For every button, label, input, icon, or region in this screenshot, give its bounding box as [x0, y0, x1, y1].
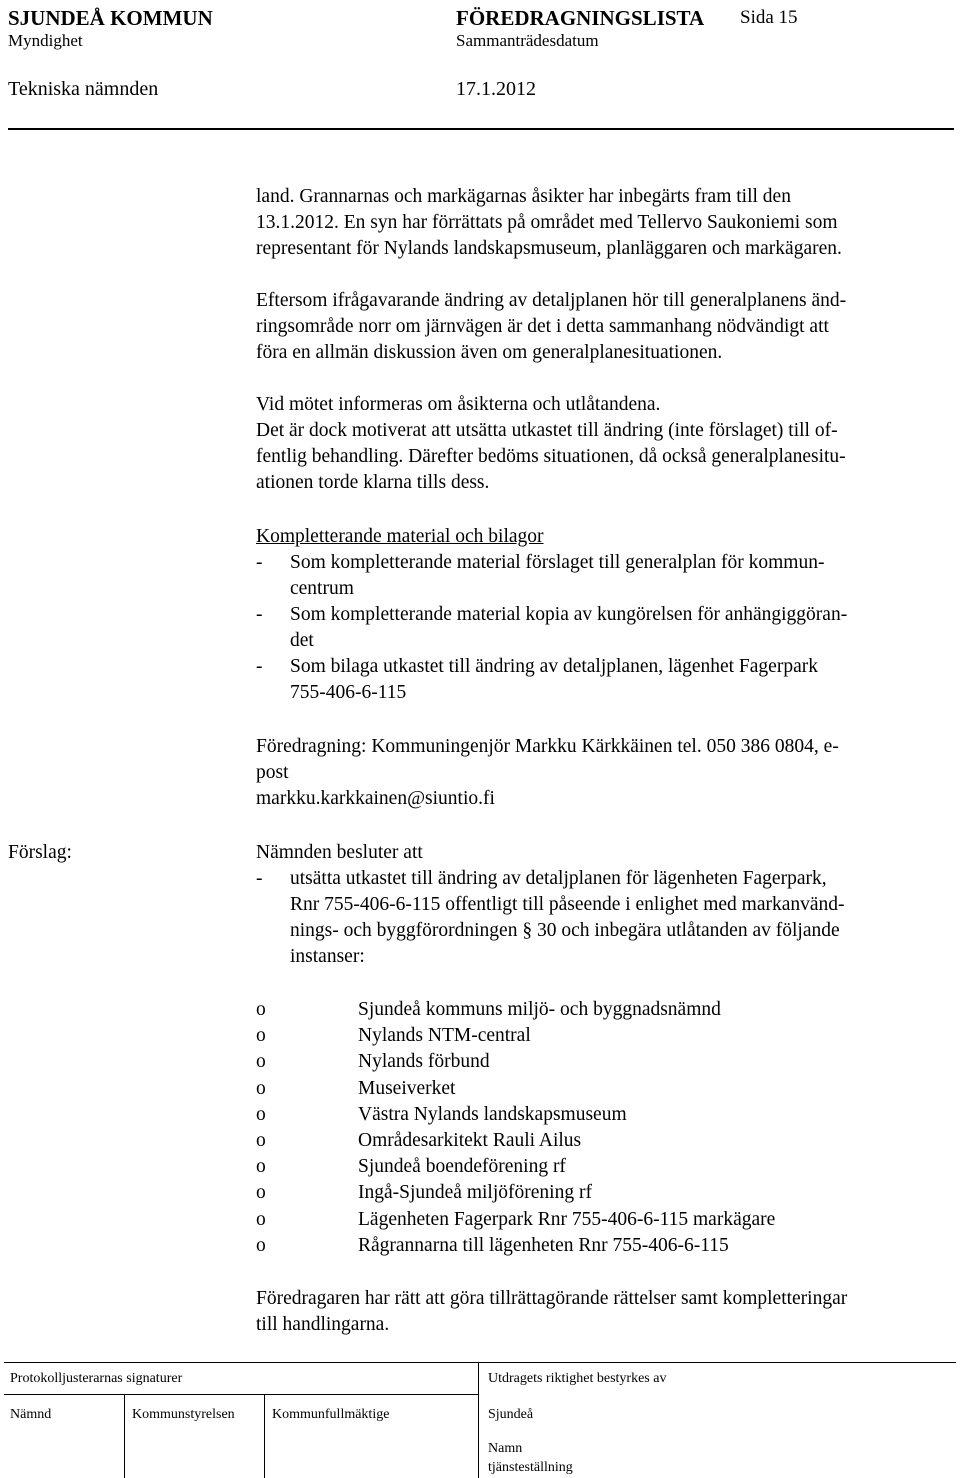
- list-item: - utsätta utkastet till ändring av detaljplanen för lägenheten Fagerpark, Rnr 755-406-6-115 offentligt till påseende i enlighet med markanvänd- nings- och byggförordningen § 30 och inbegära utlåtanden av följande instanser:: [256, 868, 845, 967]
- list-item: o Västra Nylands landskapsmuseum: [256, 1102, 775, 1128]
- col-namnd: Nämnd: [10, 1407, 52, 1422]
- meeting-date: 17.1.2012: [456, 78, 536, 100]
- closing-paragraph: Föredragaren har rätt att göra tillrättagörande rättelser samt kompletteringar till handlingarna.: [256, 1288, 848, 1335]
- col-kommunfullmaktige: Kommunfullmäktige: [272, 1407, 390, 1422]
- list-item: o Sjundeå kommuns miljö- och byggnadsnämnd: [256, 997, 775, 1023]
- supplement-heading: Kompletterande material och bilagor: [256, 526, 544, 547]
- list-item: o Lägenheten Fagerpark Rnr 755-406-6-115 markägare: [256, 1207, 775, 1233]
- circle-bullet: o: [256, 1130, 266, 1152]
- certified-label: Utdragets riktighet bestyrkes av: [488, 1371, 667, 1386]
- list-item: o Rågrannarna till lägenheten Rnr 755-406-6-115: [256, 1233, 775, 1259]
- certified-name-label: Namn: [488, 1441, 523, 1456]
- circle-bullet: o: [256, 1051, 266, 1073]
- dash-bullet: -: [256, 604, 263, 625]
- list-item: o Sjundeå boendeförening rf: [256, 1154, 775, 1180]
- presenter-info: Föredragning: Kommuningenjör Markku Kärkkäinen tel. 050 386 0804, e- post markku.karkkainen@siuntio.fi: [256, 734, 946, 812]
- decision-intro: Nämnden besluter att: [256, 842, 423, 863]
- circle-bullet: o: [256, 1103, 266, 1125]
- proposal-label: Förslag:: [8, 842, 72, 863]
- paragraph-2: Eftersom ifrågavarande ändring av detaljplanen hör till generalplanens änd- ringsområde norr om järnvägen är det i detta sammanhang nödvändigt att föra en allmän diskussion även om generalplanesituationen.: [256, 290, 847, 363]
- authority-label: Myndighet: [8, 31, 83, 50]
- presenter-email: markku.karkkainen@siuntio.fi: [256, 788, 495, 809]
- list-item: o Nylands förbund: [256, 1049, 775, 1075]
- circle-bullet: o: [256, 1182, 266, 1204]
- list-item: o Ingå-Sjundeå miljöförening rf: [256, 1180, 775, 1206]
- list-item: o Områdesarkitekt Rauli Ailus: [256, 1128, 775, 1154]
- circle-bullet: o: [256, 1234, 266, 1256]
- supplement-section: [256, 524, 946, 706]
- circle-bullet: o: [256, 1077, 266, 1099]
- circle-bullet: o: [256, 1208, 266, 1230]
- circle-bullet: o: [256, 1156, 266, 1178]
- municipality-name: SJUNDEÅ KOMMUN: [8, 6, 213, 30]
- dash-bullet: -: [256, 656, 263, 677]
- circle-bullet: o: [256, 999, 266, 1020]
- header-rule: [8, 128, 954, 130]
- certified-title-label: tjänsteställning: [488, 1460, 573, 1475]
- paragraph-1: land. Grannarnas och markägarnas åsikter har inbegärts fram till den 13.1.2012. En syn har förrättats på området med Tellervo Saukoniemi som representant för Nylands landskapsmuseum, planläggaren och markägaren.: [256, 186, 842, 259]
- list-item: o Nylands NTM-central: [256, 1023, 775, 1049]
- footer-col-divider: [264, 1394, 265, 1478]
- meeting-date-label: Sammanträdesdatum: [456, 31, 599, 50]
- circle-bullet: o: [256, 1025, 266, 1047]
- paragraph-3: Vid mötet informeras om åsikterna och utlåtandena. Det är dock motiverat att utsätta utkastet till ändring (inte förslaget) till of- fentlig behandling. Därefter bedöms situationen, då också generalplanesitu- ationen torde klarna tills dess.: [256, 394, 846, 493]
- list-item: - Som kompletterande material kopia av kungörelsen för anhängiggöran- det: [256, 604, 848, 651]
- document-title: FÖREDRAGNINGSLISTA: [456, 6, 705, 30]
- dash-bullet: -: [256, 868, 263, 889]
- list-item: o Museiverket: [256, 1076, 775, 1102]
- footer-top-rule: [4, 1362, 956, 1363]
- footer-inner-rule: [4, 1394, 478, 1395]
- page-number: Sida 15: [740, 7, 798, 28]
- footer-col-divider: [124, 1394, 125, 1478]
- decision-section: [256, 840, 946, 970]
- list-item: - Som kompletterande material förslaget till generalplan för kommun- centrum: [256, 552, 825, 599]
- signatures-label: Protokolljusterarnas signaturer: [10, 1371, 183, 1386]
- list-item: - Som bilaga utkastet till ändring av detaljplanen, lägenhet Fagerpark 755-406-6-115: [256, 656, 818, 703]
- col-kommunstyrelsen: Kommunstyrelsen: [132, 1407, 235, 1422]
- instances-list: [256, 997, 775, 1259]
- authority-name: Tekniska nämnden: [8, 78, 159, 100]
- dash-bullet: -: [256, 552, 263, 573]
- footer-divider: [478, 1362, 479, 1478]
- certified-place: Sjundeå: [488, 1407, 534, 1422]
